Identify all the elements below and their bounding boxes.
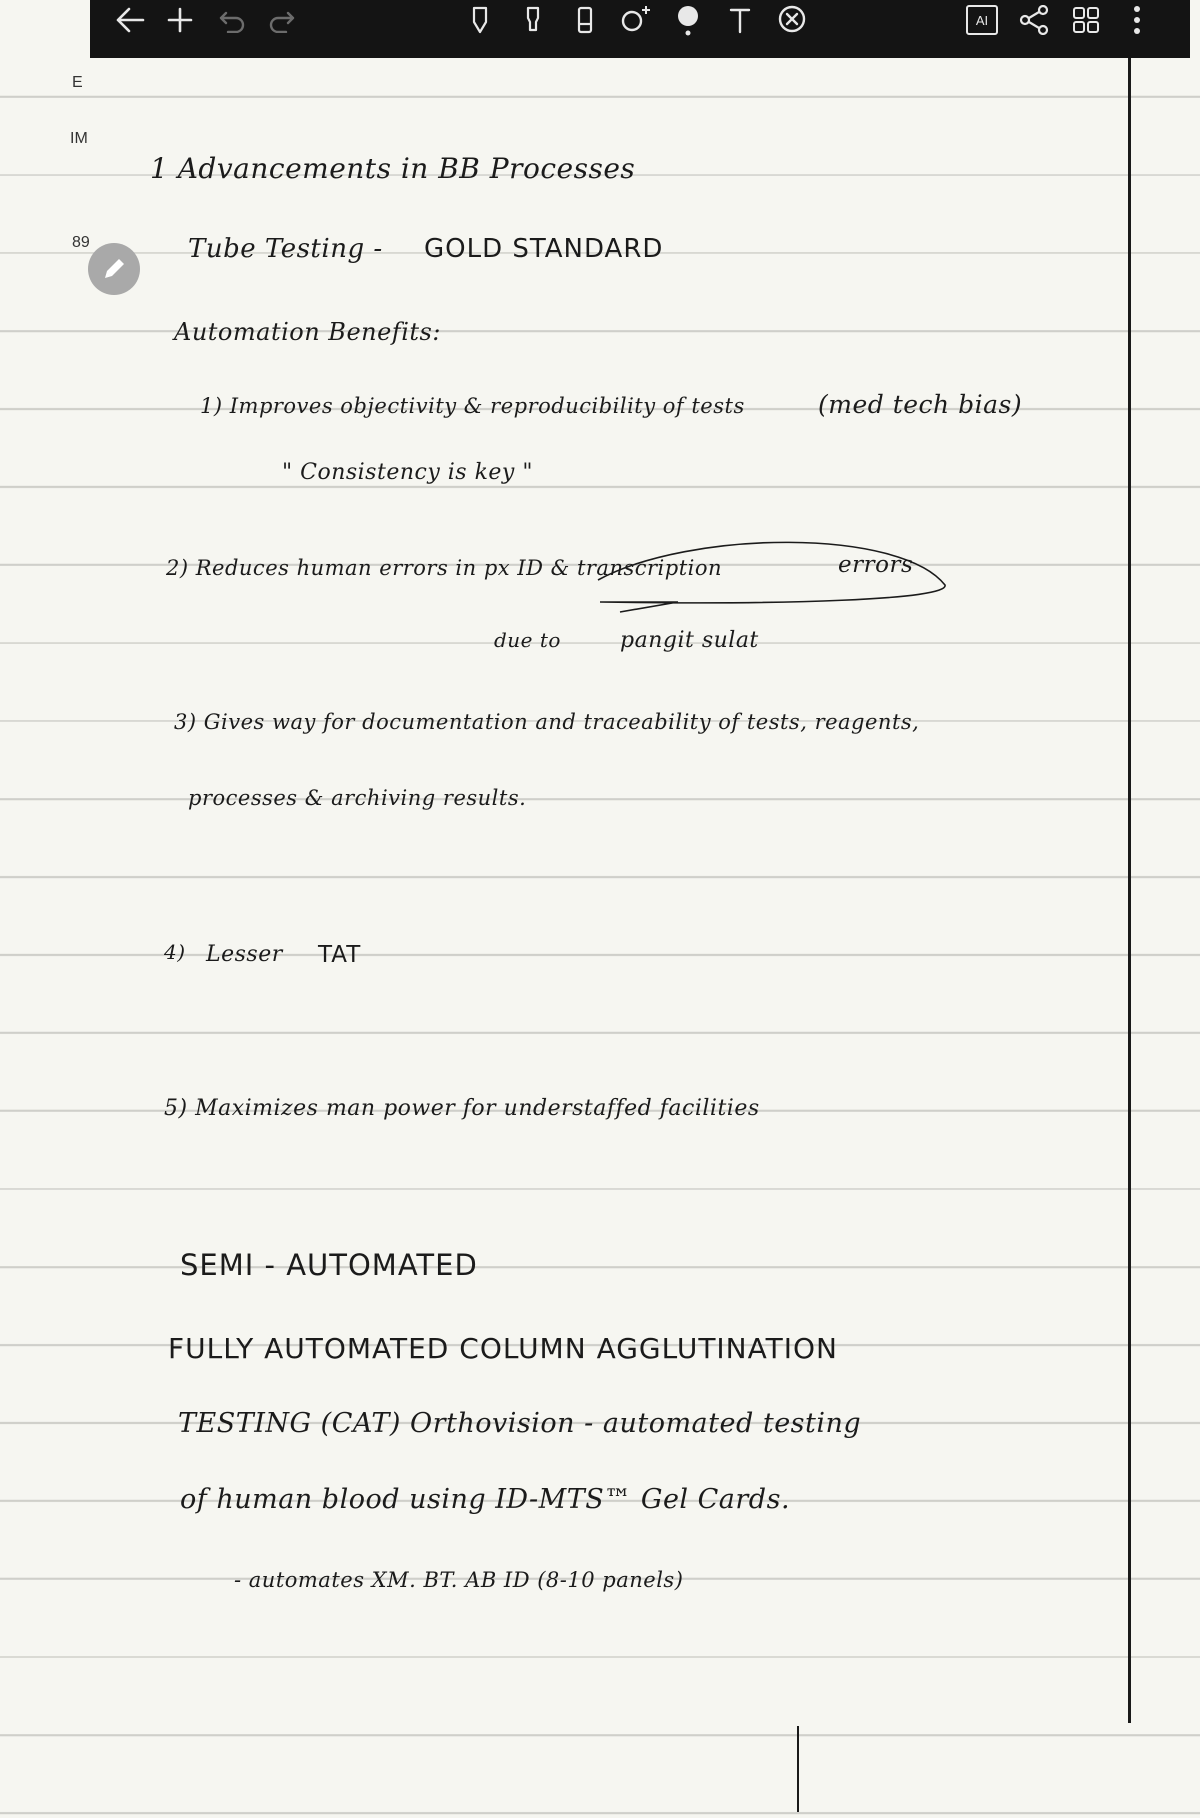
fully-automated-text: FULLY AUTOMATED COLUMN AGGLUTINATION (168, 1332, 838, 1365)
benefit-3-text: 3) Gives way for documentation and traceability of tests, reagents, (174, 710, 920, 734)
sidebar-label-2[interactable]: IM (70, 130, 88, 147)
human-blood-text: of human blood using ID-MTS™ Gel Cards. (180, 1484, 791, 1515)
benefit-3-continued: processes & archiving results. (188, 786, 527, 810)
cat-orthovision-text: TESTING (CAT) Orthovision - automated testing (178, 1408, 862, 1439)
benefit-4-text: Lesser (206, 942, 283, 967)
note-heading: 1 Advancements in BB Processes (150, 152, 636, 185)
tube-testing-text: Tube Testing - (188, 234, 383, 264)
benefit-2-due: due to (494, 628, 561, 652)
benefit-1-note: (med tech bias) (818, 390, 1023, 419)
sidebar-label-1[interactable]: E (72, 74, 83, 91)
benefit-2-cause: pangit sulat (620, 628, 759, 653)
benefit-2-text: 2) Reduces human errors in px ID & transcription (166, 556, 723, 580)
benefit-5-text: 5) Maximizes man power for understaffed facilities (164, 1096, 760, 1121)
automates-text: - automates XM. BT. AB ID (8-10 panels) (234, 1568, 684, 1592)
ai-label: AI (966, 5, 998, 35)
benefit-1-text: 1) Improves objectivity & reproducibility of tests (200, 394, 745, 418)
benefit-1-quote: " Consistency is key " (282, 460, 533, 485)
benefit-4-number: 4) (164, 940, 186, 964)
sidebar-label-3[interactable]: 89 (72, 234, 90, 251)
automation-benefits-heading: Automation Benefits: (174, 318, 441, 346)
benefit-4-tat: TAT (318, 942, 362, 968)
gold-standard-text: GOLD STANDARD (424, 234, 664, 264)
semi-automated-text: SEMI - AUTOMATED (180, 1248, 478, 1282)
benefit-2-errors: errors (838, 552, 914, 578)
